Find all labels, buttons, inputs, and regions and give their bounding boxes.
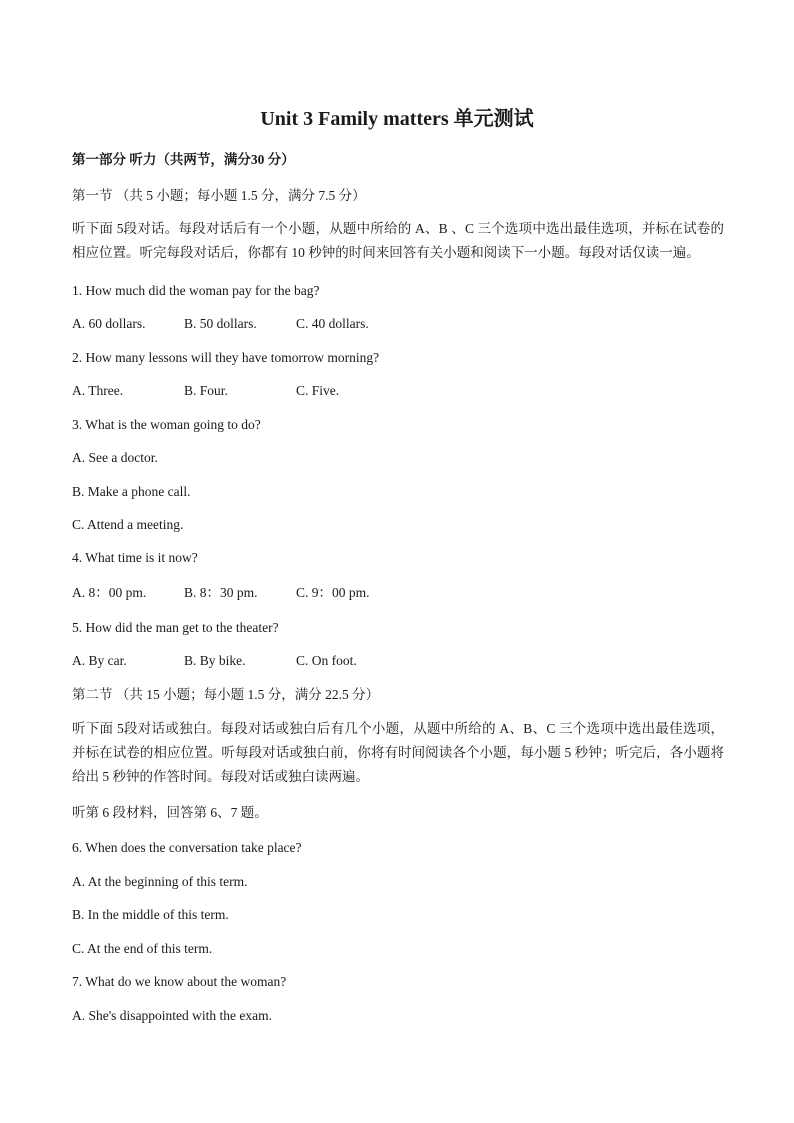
question-2: 2. How many lessons will they have tomorrow morning?	[72, 350, 380, 365]
question-1: 1. How much did the woman pay for the bag?	[72, 283, 320, 298]
option-c: C. Attend a meeting.	[72, 517, 184, 532]
option-b: B. 50 dollars.	[184, 316, 257, 331]
option-c: C. At the end of this term.	[72, 941, 213, 956]
option-a: A. By car.	[72, 653, 127, 668]
question-5-options	[72, 651, 357, 671]
question-6: 6. When does the conversation take place?	[72, 840, 302, 855]
page-title: Unit 3 Family matters 单元测试	[260, 108, 534, 130]
question-4-options	[72, 583, 370, 603]
question-7: 7. What do we know about the woman?	[72, 974, 287, 989]
question-5: 5. How did the man get to the theater?	[72, 620, 279, 635]
option-b: B. Make a phone call.	[72, 484, 191, 499]
section2-heading: 第二节 （共 15 小题；每小题 1.5 分，满分 22.5 分）	[72, 687, 380, 702]
option-b: B. 8：30 pm.	[184, 585, 258, 600]
part1-heading: 第一部分 听力（共两节，满分30 分）	[72, 152, 295, 167]
option-a: A. See a doctor.	[72, 450, 158, 465]
option-b: B. By bike.	[184, 653, 246, 668]
question-2-options	[72, 381, 339, 401]
option-a: A. 8：00 pm.	[72, 585, 147, 600]
option-a: A. Three.	[72, 383, 124, 398]
option-c: C. 9：00 pm.	[296, 585, 370, 600]
option-c: C. 40 dollars.	[296, 316, 369, 331]
option-a: A. At the beginning of this term.	[72, 874, 248, 889]
question-3: 3. What is the woman going to do?	[72, 417, 261, 432]
question-1-options	[72, 314, 369, 334]
question-4: 4. What time is it now?	[72, 550, 198, 565]
option-c: C. Five.	[296, 383, 340, 398]
section1-heading: 第一节 （共 5 小题；每小题 1.5 分，满分 7.5 分）	[72, 188, 366, 203]
option-b: B. Four.	[184, 383, 228, 398]
option-a: A. She's disappointed with the exam.	[72, 1008, 273, 1023]
option-b: B. In the middle of this term.	[72, 907, 229, 922]
section2-instructions: 听下面 5段对话或独白。每段对话或独白后有几个小题，从题中所给的 A、B、C 三个选项中选出最佳选项，并标在试卷的相应位置。听每段对话或独白前，你将有时间阅读各个小题，每小题 5 秒钟；听完后，各小题将给出 5 秒钟的作答时间。每段对话或独白读两遍。	[72, 721, 724, 784]
option-a: A. 60 dollars.	[72, 316, 146, 331]
material-6-intro: 听第 6 段材料，回答第 6、7 题。	[72, 805, 268, 820]
option-c: C. On foot.	[296, 653, 357, 668]
section1-instructions: 听下面 5段对话。每段对话后有一个小题，从题中所给的 A、B 、C 三个选项中选出最佳选项，并标在试卷的相应位置。听完每段对话后，你都有 10 秒钟的时间来回答有关小题和阅读下一小题。每段对话仅读一遍。	[72, 221, 724, 260]
